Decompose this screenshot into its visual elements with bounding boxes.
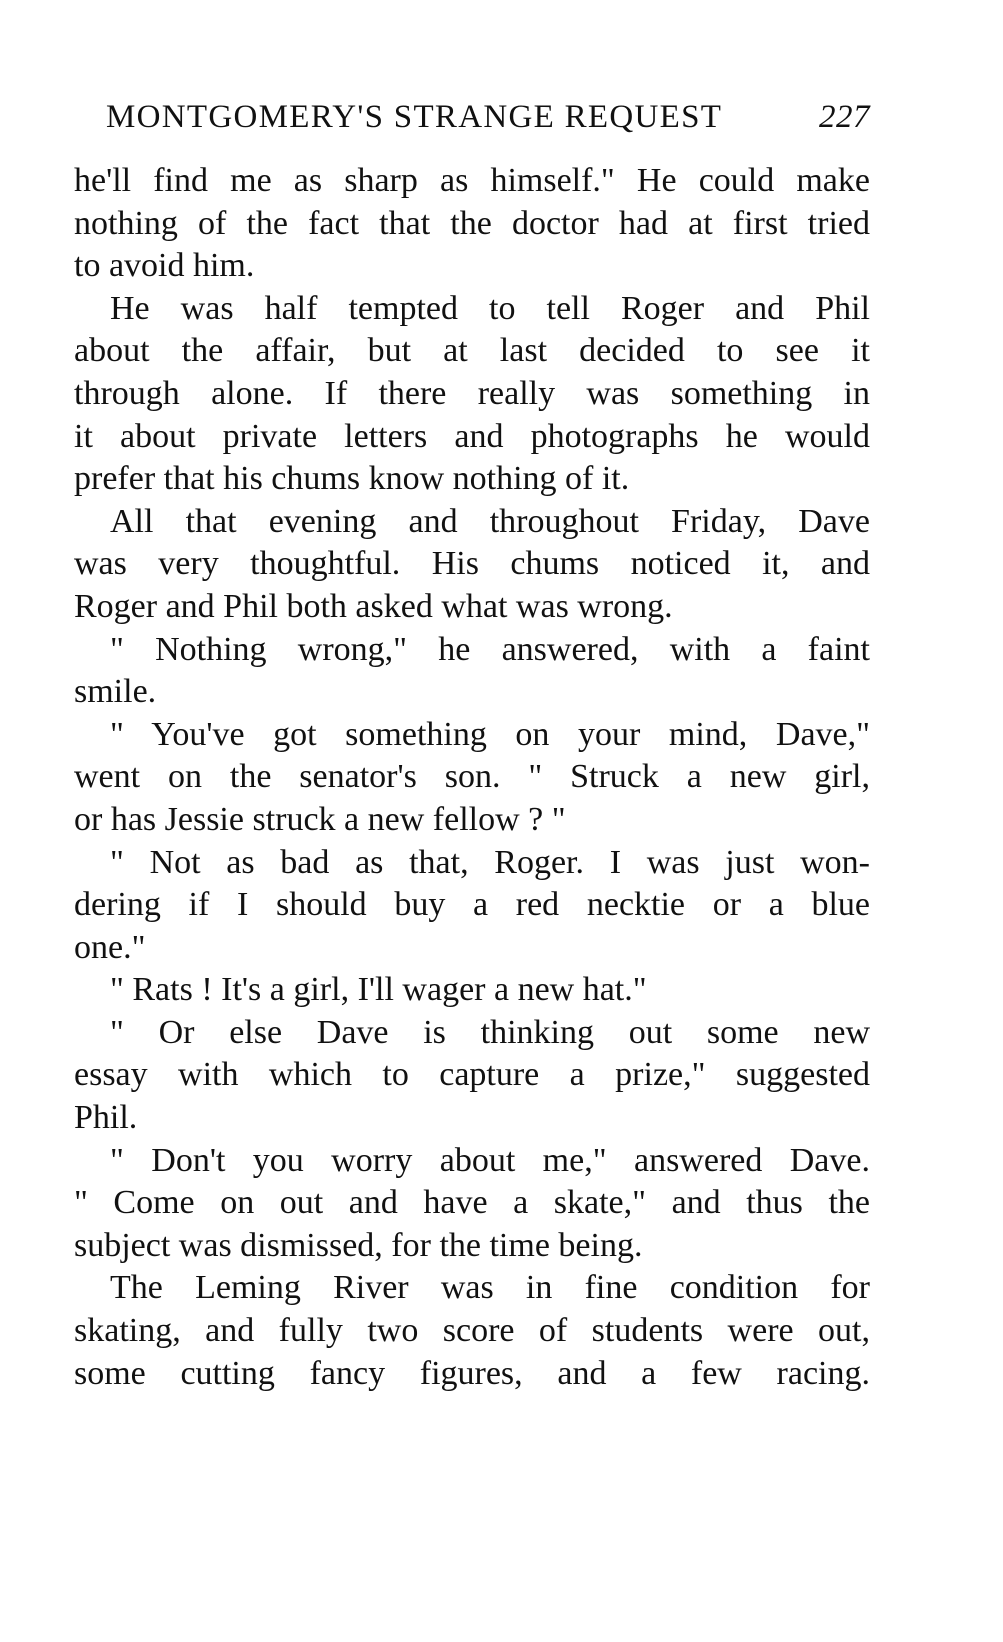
text-line: dering if I should buy a red necktie or a blue [74, 886, 870, 924]
page-number: 227 [819, 99, 870, 135]
text-line: or has Jessie struck a new fellow ? " [74, 800, 566, 838]
text-line: " Or else Dave is thinking out some new [110, 1013, 870, 1051]
text-line: some cutting fancy figures, and a few racing. [74, 1354, 870, 1392]
text-line: to avoid him. [74, 247, 255, 285]
text-line: The Leming River was in fine condition for [110, 1269, 870, 1307]
paragraph [74, 629, 870, 714]
text-line: " Don't you worry about me," answered Dave. [110, 1141, 870, 1179]
text-line: smile. [74, 673, 157, 711]
running-head-title: MONTGOMERY'S STRANGE REQUEST [106, 99, 723, 135]
text-line: about the affair, but at last decided to see it [74, 332, 870, 370]
text-line: subject was dismissed, for the time being. [74, 1226, 643, 1264]
paragraph [74, 1012, 870, 1140]
body-text [74, 160, 870, 1395]
paragraph [74, 842, 870, 970]
text-line: He was half tempted to tell Roger and Phil [110, 289, 870, 327]
paragraph [74, 1140, 870, 1268]
paragraph [74, 160, 870, 288]
paragraph [74, 969, 870, 1012]
text-line: one." [74, 928, 146, 966]
text-line: skating, and fully two score of students were out, [74, 1312, 870, 1350]
text-line: was very thoughtful. His chums noticed it, and [74, 545, 870, 583]
text-line: through alone. If there really was something in [74, 374, 870, 412]
paragraph [74, 1267, 870, 1395]
paragraph [74, 501, 870, 629]
text-line: Phil. [74, 1099, 138, 1137]
text-line: essay with which to capture a prize," suggested [74, 1056, 870, 1094]
text-line: went on the senator's son. " Struck a new girl, [74, 758, 870, 796]
text-line: nothing of the fact that the doctor had at first tried [74, 204, 870, 242]
text-line: prefer that his chums know nothing of it. [74, 460, 630, 498]
text-line: he'll find me as sharp as himself." He could make [74, 162, 870, 199]
text-line: " Nothing wrong," he answered, with a faint [110, 630, 870, 668]
running-head [106, 92, 870, 142]
text-line: All that evening and throughout Friday, Dave [110, 502, 870, 540]
text-line: " Rats ! It's a girl, I'll wager a new hat." [110, 971, 647, 1009]
paragraph [74, 288, 870, 501]
text-line: Roger and Phil both asked what was wrong. [74, 587, 673, 625]
text-line: " You've got something on your mind, Dave," [110, 715, 870, 753]
paragraph [74, 714, 870, 842]
text-line: it about private letters and photographs he would [74, 417, 870, 455]
text-line: " Not as bad as that, Roger. I was just won- [110, 843, 870, 881]
text-line: " Come on out and have a skate," and thus the [74, 1184, 870, 1222]
